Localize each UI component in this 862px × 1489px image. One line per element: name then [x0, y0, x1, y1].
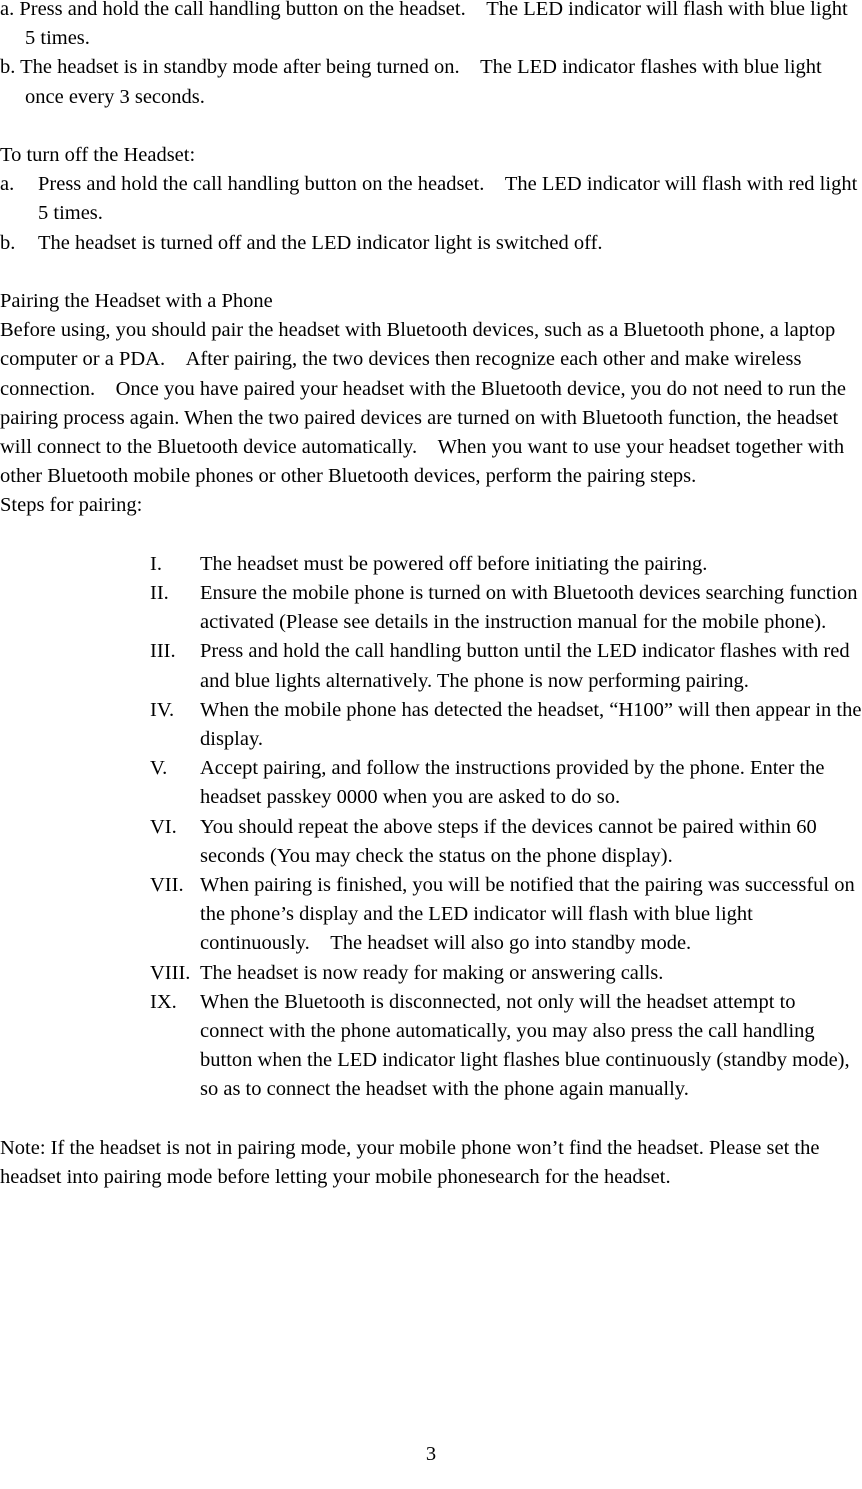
step-number: VIII.: [150, 961, 191, 984]
pairing-heading: Pairing the Headset with a Phone: [0, 290, 273, 312]
turn-off-steps: [0, 170, 862, 258]
step-text: You should repeat the above steps if the devices cannot be paired within 60 seconds (You may check the status on the phone display).: [200, 815, 817, 867]
step-label: a.: [0, 0, 15, 20]
step-number: V.: [150, 757, 168, 780]
step-text: Press and hold the call handling button on the headset. The LED indicator will flash with blue light 5 times.: [19, 0, 848, 50]
pairing-step: [0, 754, 862, 812]
step-text: The headset is now ready for making or answering calls.: [200, 961, 664, 984]
power-on-step-a: [0, 0, 862, 53]
pairing-steps-heading: Steps for pairing:: [0, 494, 143, 517]
step-text: When pairing is finished, you will be notified that the pairing was successful on the phone’s display and the LED indicator will flash with blue light continuously. The headset will also go into standby mode.: [200, 874, 855, 955]
step-text: Press and hold the call handling button until the LED indicator flashes with red and blue lights alternatively. The phone is now performing pairing.: [200, 640, 850, 692]
step-number: III.: [150, 640, 176, 663]
step-text: Ensure the mobile phone is turned on with Bluetooth devices searching function activated (Please see details in the instruction manual for the mobile phone).: [200, 582, 858, 634]
pairing-step: [0, 813, 862, 871]
step-number: IV.: [150, 698, 175, 721]
pairing-step: [0, 696, 862, 754]
step-text: Press and hold the call handling button on the headset. The LED indicator will flash with red light 5 times.: [38, 173, 858, 225]
step-label: b.: [0, 56, 16, 79]
step-text: When the mobile phone has detected the headset, “H100” will then appear in the display.: [200, 698, 862, 751]
pairing-step: [0, 959, 862, 988]
turn-off-heading: To turn off the Headset:: [0, 144, 196, 166]
step-text: The headset must be powered off before initiating the pairing.: [200, 552, 708, 575]
step-label: b.: [0, 231, 16, 254]
pairing-note: Note: If the headset is not in pairing mode, your mobile phone won’t find the headset. Please set the headset into pairing mode before letting your mobile phonesearch for the headset.: [0, 1136, 820, 1189]
pairing-step: [0, 579, 862, 637]
power-on-steps: [0, 0, 862, 112]
turn-off-step-a: [0, 170, 862, 228]
step-number: I.: [150, 552, 162, 575]
step-text: Accept pairing, and follow the instructions provided by the phone. Enter the headset passkey 0000 when you are asked to do so.: [200, 757, 825, 809]
step-number: VII.: [150, 874, 184, 897]
step-text: The headset is turned off and the LED indicator light is switched off.: [38, 231, 603, 254]
step-number: II.: [150, 582, 169, 605]
pairing-step: [0, 637, 862, 695]
step-number: IX.: [150, 990, 177, 1013]
pairing-step: [0, 550, 862, 579]
step-text: The headset is in standby mode after being turned on. The LED indicator flashes with blue light once every 3 seconds.: [20, 56, 822, 108]
power-on-step-b: [0, 53, 862, 111]
page-number: 3: [425, 1443, 437, 1465]
pairing-step: [0, 871, 862, 959]
step-label: a.: [0, 173, 15, 196]
step-text: When the Bluetooth is disconnected, not only will the headset attempt to connect with the phone automatically, you may also press the call handling button when the LED indicator light flashes blue continuously (standby mode), so as to connect the headset with the phone again manually.: [200, 990, 850, 1101]
pairing-steps-list: [0, 550, 862, 1105]
turn-off-step-b: [0, 229, 862, 258]
pairing-step: [0, 988, 862, 1105]
pairing-intro: Before using, you should pair the headset with Bluetooth devices, such as a Bluetooth phone, a laptop computer or a PDA. After pairing, the two devices then recognize each other and make wireless connection. Once you have paired your headset with the Bluetooth device, you do not need to run the pairing process again. When the two paired devices are turned on with Bluetooth function, the headset will connect to the Bluetooth device automatically. When you want to use your headset together with other Bluetooth mobile phones or other Bluetooth devices, perform the pairing steps.: [0, 319, 846, 488]
step-number: VI.: [150, 815, 177, 838]
